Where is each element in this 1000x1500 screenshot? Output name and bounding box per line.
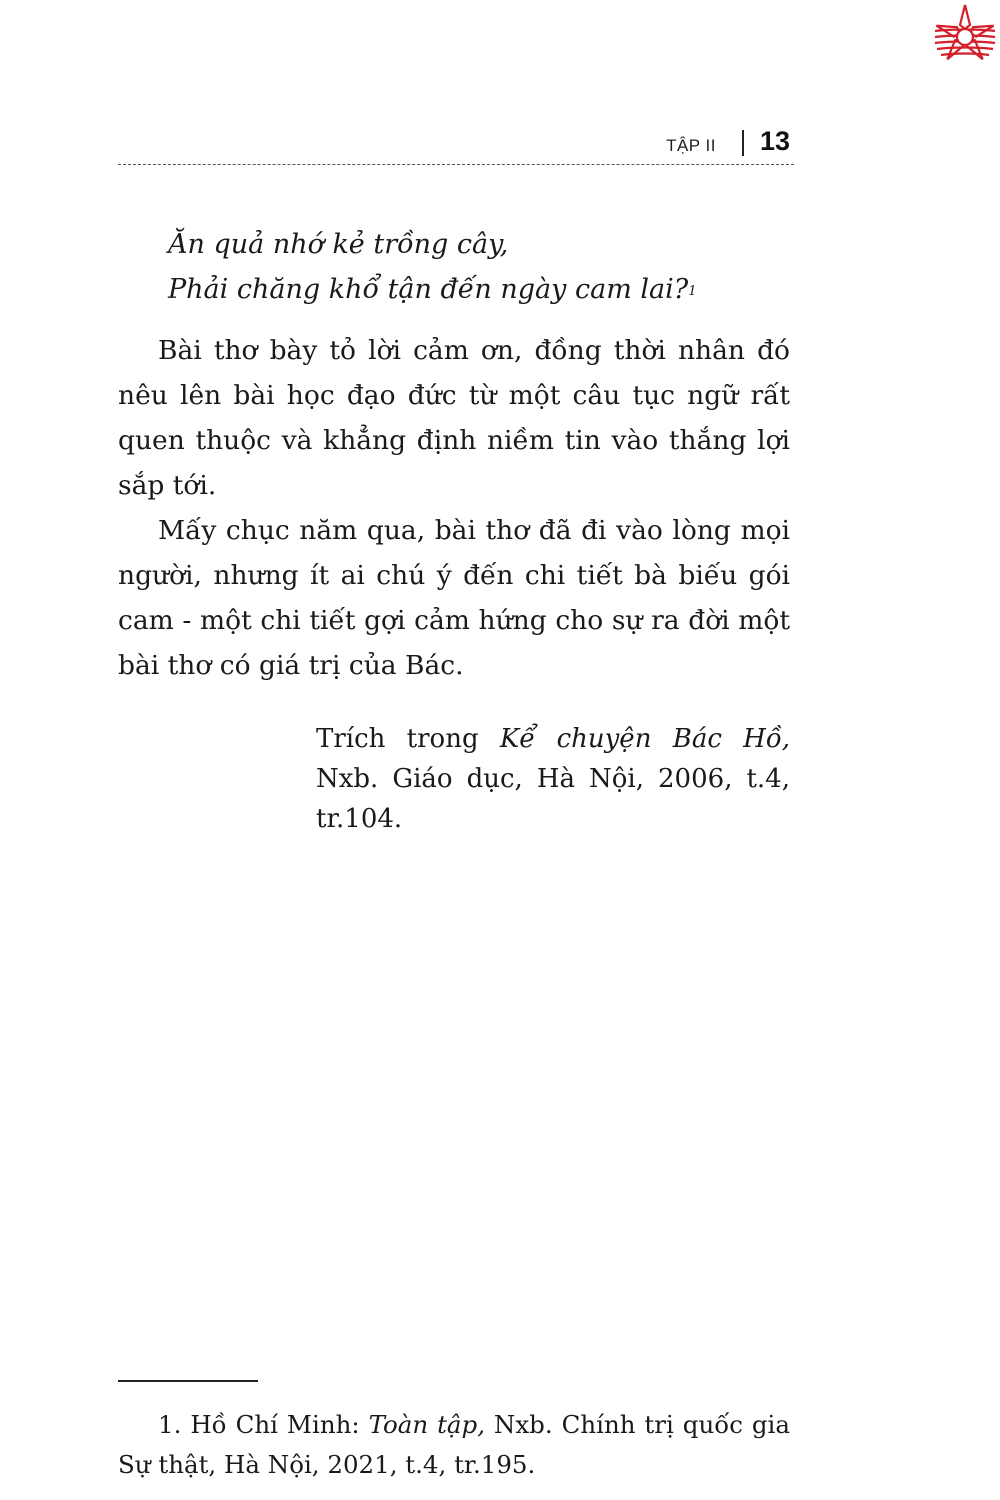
footnote: 1. Hồ Chí Minh: Toàn tập, Nxb. Chính trị quốc gia Sự thật, Hà Nội, 2021, t.4, tr.195. bbox=[118, 1410, 790, 1479]
body-text bbox=[118, 328, 790, 688]
poem-line: Phải chăng khổ tận đến ngày cam lai?$^1$ bbox=[168, 274, 697, 305]
header-separator bbox=[742, 130, 744, 156]
publisher-logo-icon bbox=[925, 0, 1000, 72]
poem-quote bbox=[168, 222, 697, 312]
running-header bbox=[118, 124, 794, 165]
footnote-divider bbox=[118, 1380, 258, 1382]
footnote-marker: 1 bbox=[688, 284, 697, 299]
paragraph: Mấy chục năm qua, bài thơ đã đi vào lòng mọi người, nhưng ít ai chú ý đến chi tiết bà biếu gói cam - một chi tiết gợi cảm hứng cho sự ra đời một bài thơ có giá trị của Bác. bbox=[118, 515, 790, 681]
footnote-number: 1. bbox=[158, 1410, 182, 1439]
volume-label: TẬP II bbox=[666, 136, 716, 155]
poem-line: Ăn quả nhớ kẻ trồng cây, bbox=[168, 229, 509, 260]
source-citation: Trích trong Kể chuyện Bác Hồ, Nxb. Giáo dục, Hà Nội, 2006, t.4, tr.104. bbox=[316, 724, 791, 834]
page-number: 13 bbox=[759, 126, 790, 156]
paragraph: Bài thơ bày tỏ lời cảm ơn, đồng thời nhân đó nêu lên bài học đạo đức từ một câu tục ngữ rất quen thuộc và khẳng định niềm tin vào thắng lợi sắp tới. bbox=[118, 335, 790, 501]
footnote-title: Toàn tập, bbox=[368, 1410, 485, 1439]
source-title: Kể chuyện Bác Hồ, bbox=[499, 724, 791, 754]
